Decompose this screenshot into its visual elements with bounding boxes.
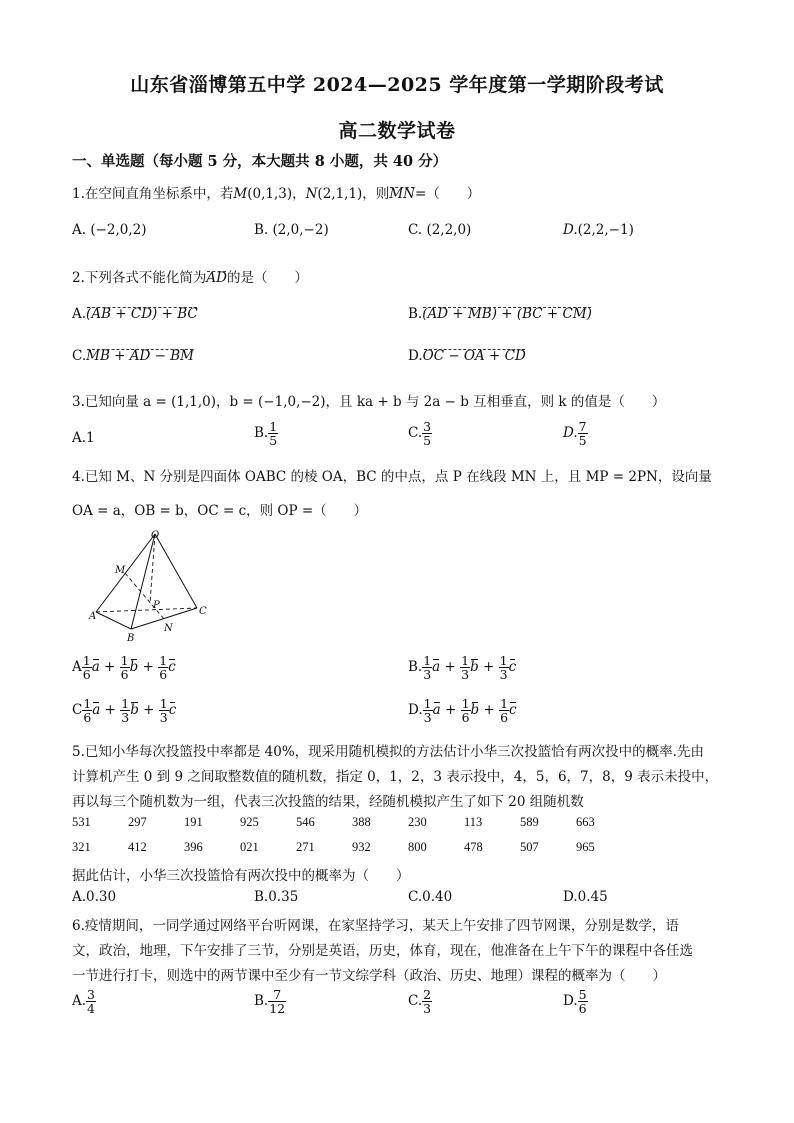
label-p: P <box>153 600 160 611</box>
edge-ob <box>131 534 155 629</box>
edge-ab <box>96 612 131 629</box>
q5-option-c[interactable]: C.0.40 <box>408 889 453 905</box>
random-number: 800 <box>408 840 427 854</box>
label-n: N <box>164 623 173 634</box>
random-number: 388 <box>352 815 371 829</box>
q2-option-b[interactable]: B.(AD + MB) + (BC + CM) <box>408 306 592 322</box>
random-number: 925 <box>240 815 259 829</box>
q2-option-a[interactable]: A.(AB + CD) + BC <box>72 306 198 322</box>
q2-vector-ad: AD <box>206 270 227 286</box>
q1-text-b: (0,1,3)， <box>247 186 306 202</box>
q1-option-a[interactable]: A. (−2,0,2) <box>72 222 147 238</box>
question-5-stem-line3: 再以每三个随机数为一组，代表三次投篮的结果，经随机模拟产生了如下 20 组随机数 <box>72 794 584 810</box>
question-6-stem-line1: 6.疫情期间，一同学通过网络平台听网课，在家坚持学习，某天上午安排了四节网课，分别是数学，语 <box>72 918 679 934</box>
q2-text-a: 2.下列各式不能化简为 <box>72 270 207 286</box>
q2-option-d[interactable]: D.OC − OA + CD <box>408 348 526 364</box>
random-number: 412 <box>128 840 147 854</box>
random-number: 546 <box>296 815 315 829</box>
q2-option-c[interactable]: C.MB + AD − BM <box>72 348 194 364</box>
random-number: 663 <box>576 815 595 829</box>
question-5-stem-line1: 5.已知小华每次投篮投中率都是 40%，现采用随机模拟的方法估计小华三次投篮恰有两次投中的概率.先由 <box>72 744 704 760</box>
random-number: 113 <box>464 815 483 829</box>
label-o: O <box>151 530 160 541</box>
exam-subtitle: 高二数学试卷 <box>338 120 456 142</box>
q4-option-b[interactable]: B. $\frac{1}{3}$ a + $\frac{1}{3}$ b + $\frac{1}{3}$ c <box>408 653 517 683</box>
segment-mn <box>125 573 164 619</box>
label-a: A <box>89 611 97 622</box>
random-number: 021 <box>240 840 259 854</box>
q3-option-d[interactable]: D. $\frac{7}{5}$ <box>563 419 587 449</box>
q1-option-c[interactable]: C. (2,2,0) <box>408 222 472 238</box>
random-number: 478 <box>464 840 483 854</box>
label-m: M <box>115 565 126 576</box>
q1-text-a: 1.在空间直角坐标系中，若 <box>72 186 234 202</box>
q4-option-c[interactable]: C $\frac{1}{6}$ a + $\frac{1}{3}$ b + $\frac{1}{3}$ c <box>72 696 177 726</box>
random-number: 191 <box>184 815 203 829</box>
question-5-stem-line4: 据此估计，小华三次投篮恰有两次投中的概率为（ ） <box>72 868 410 884</box>
q1-point-n: N <box>305 186 318 202</box>
question-2-stem <box>72 266 308 286</box>
q3-option-a[interactable]: A.1 <box>72 430 95 446</box>
label-b: B <box>127 633 135 644</box>
question-4-stem-line2: OA = a，OB = b，OC = c，则 OP =（ ） <box>72 503 368 519</box>
random-number: 531 <box>72 815 91 829</box>
random-number: 271 <box>296 840 315 854</box>
q6-option-d[interactable]: D. $\frac{5}{6}$ <box>563 987 587 1017</box>
random-number: 589 <box>520 815 539 829</box>
q3-option-b[interactable]: B. $\frac{1}{5}$ <box>254 419 278 449</box>
q5-option-d[interactable]: D.0.45 <box>563 889 608 905</box>
q1-text-d: =（ ） <box>414 186 481 202</box>
label-c: C <box>199 606 207 617</box>
random-number: 321 <box>72 840 91 854</box>
edge-oc <box>155 534 197 608</box>
question-4-stem-line1: 4.已知 M、N 分别是四面体 OABC 的棱 OA，BC 的中点，点 P 在线段 MN 上，且 MP = 2PN，设向量 <box>72 469 712 485</box>
q2-text-b: 的是（ ） <box>226 270 308 286</box>
q6-option-c[interactable]: C. $\frac{2}{3}$ <box>408 987 432 1017</box>
q4-option-d[interactable]: D. $\frac{1}{3}$ a + $\frac{1}{6}$ b + $\frac{1}{6}$ c <box>408 696 517 726</box>
question-6-stem-line2: 文，政治，地理，下午安排了三节，分别是英语，历史，体育，现在，他准备在上午下午的课程中各任选 <box>72 943 693 959</box>
random-number: 297 <box>128 815 147 829</box>
question-6-stem-line3: 一节进行打卡，则选中的两节课中至少有一节文综学科（政治、历史、地理）课程的概率为（ ） <box>72 968 666 984</box>
random-number: 230 <box>408 815 427 829</box>
q6-option-b[interactable]: B. $\frac{7}{12}$ <box>254 987 286 1017</box>
tetrahedron-figure <box>84 526 214 648</box>
question-1-stem <box>72 182 480 202</box>
q5-option-b[interactable]: B.0.35 <box>254 889 299 905</box>
q1-point-m: M <box>233 186 248 202</box>
q1-option-d[interactable]: D.(2,2,−1) <box>563 222 634 238</box>
q4-option-a[interactable]: A $\frac{1}{6}$ a + $\frac{1}{6}$ b + $\frac{1}{6}$ c <box>72 653 176 683</box>
q1-vector-mn: MN <box>389 186 415 202</box>
exam-title: 山东省淄博第五中学 2024—2025 学年度第一学期阶段考试 <box>130 74 664 96</box>
random-number: 932 <box>352 840 371 854</box>
question-5-stem-line2: 计算机产生 0 到 9 之间取整数值的随机数，指定 0，1，2，3 表示投中，4，5，6，7，8，9 表示未投中， <box>72 769 719 785</box>
random-number: 396 <box>184 840 203 854</box>
q5-option-a[interactable]: A.0.30 <box>72 889 117 905</box>
section-heading: 一、单选题（每小题 5 分，本大题共 8 小题，共 40 分） <box>72 153 448 170</box>
random-number: 507 <box>520 840 539 854</box>
q3-option-c[interactable]: C. $\frac{3}{5}$ <box>408 419 432 449</box>
q1-option-b[interactable]: B. (2,0,−2) <box>254 222 329 238</box>
question-3-stem: 3.已知向量 a = (1,1,0)，b = (−1,0,−2)，且 ka + b 与 2a − b 互相垂直，则 k 的值是（ ） <box>72 394 666 410</box>
edge-ac-hidden <box>96 608 197 612</box>
random-number: 965 <box>576 840 595 854</box>
q1-text-c: (2,1,1)，则 <box>317 186 390 202</box>
q6-option-a[interactable]: A. $\frac{3}{4}$ <box>72 987 95 1017</box>
